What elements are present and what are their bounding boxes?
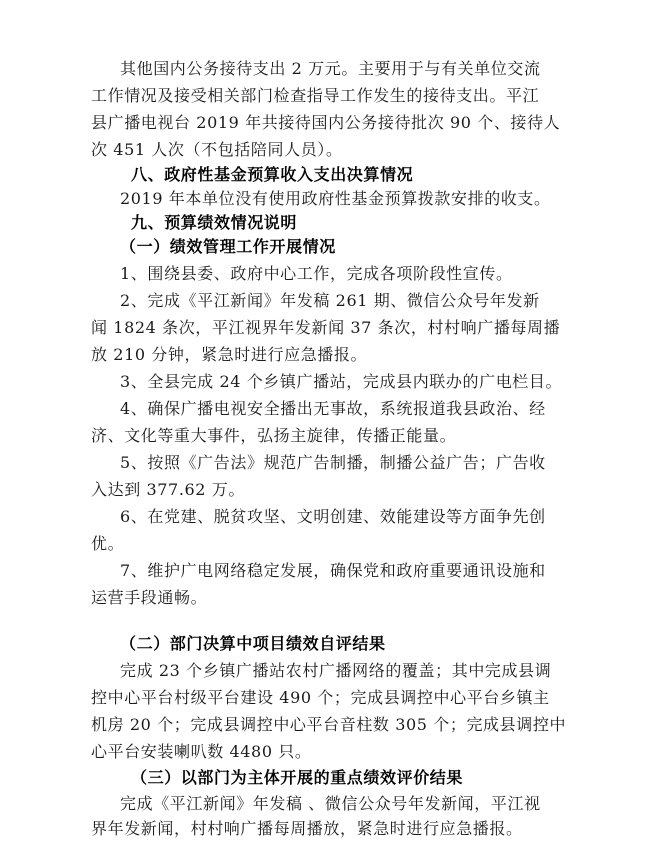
section-heading-8: 八、政府性基金预算收入支出决算情况: [131, 165, 414, 184]
text-line: 心平台安装喇叭数 4480 只。: [91, 742, 312, 761]
text-line: 工作情况及接受相关部门检查指导工作发生的接待支出。平江: [91, 86, 540, 105]
text-line: 县广播电视台 2019 年共接待国内公务接待批次 90 个、接待人: [91, 113, 561, 132]
subsection-heading-2: （二）部门决算中项目绩效自评结果: [120, 634, 386, 653]
subsection-heading-3: （三）以部门为主体开展的重点绩效评价结果: [131, 768, 464, 787]
text-line: 入达到 377.62 万。: [91, 480, 245, 499]
text-line: 放 210 分钟，紧急时进行应急播报。: [91, 345, 368, 364]
text-line: 6、在党建、脱贫攻坚、文明创建、效能建设等方面争先创: [120, 507, 546, 526]
text-line: 完成《平江新闻》年发稿 、微信公众号年发新闻，平江视: [120, 794, 541, 813]
text-line: 界年发新闻，村村响广播每周播放，紧急时进行应急播报。: [91, 819, 523, 838]
text-line: 运营手段通畅。: [91, 588, 208, 607]
text-line: 1、围绕县委、政府中心工作，完成各项阶段性宣传。: [120, 264, 513, 283]
text-line: 2、完成《平江新闻》年发稿 261 期、微信公众号年发新: [120, 291, 540, 310]
text-line: 完成 23 个乡镇广播站农村广播网络的覆盖；其中完成县调: [120, 661, 552, 680]
text-line: 7、维护广电网络稳定发展，确保党和政府重要通讯设施和: [120, 561, 546, 580]
text-line: 控中心平台村级平台建设 490 个；完成县调控中心平台乡镇主: [91, 688, 550, 707]
text-line: 次 451 人次（不包括陪同人员）。: [91, 140, 343, 159]
text-line: 5、按照《广告法》规范广告制播，制播公益广告；广告收: [120, 453, 546, 472]
text-line: 4、确保广播电视安全播出无事故，系统报道我县政治、经: [120, 399, 546, 418]
text-line: 机房 20 个；完成县调控中心平台音柱数 305 个；完成县调控中: [91, 715, 567, 734]
section-heading-9: 九、预算绩效情况说明: [131, 213, 298, 232]
text-line: 3、全县完成 24 个乡镇广播站，完成县内联办的广电栏目。: [120, 372, 563, 391]
subsection-heading-1: （一）绩效管理工作开展情况: [120, 237, 336, 256]
text-line: 闻 1824 条次，平江视界年发新闻 37 条次，村村响广播每周播: [91, 318, 561, 337]
text-line: 其他国内公务接待支出 2 万元。主要用于与有关单位交流: [120, 59, 541, 78]
text-line: 2019 年本单位没有使用政府性基金预算拨款安排的收支。: [120, 189, 551, 208]
text-line: 优。: [91, 534, 125, 553]
text-line: 济、文化等重大事件，弘扬主旋律，传播正能量。: [91, 426, 457, 445]
